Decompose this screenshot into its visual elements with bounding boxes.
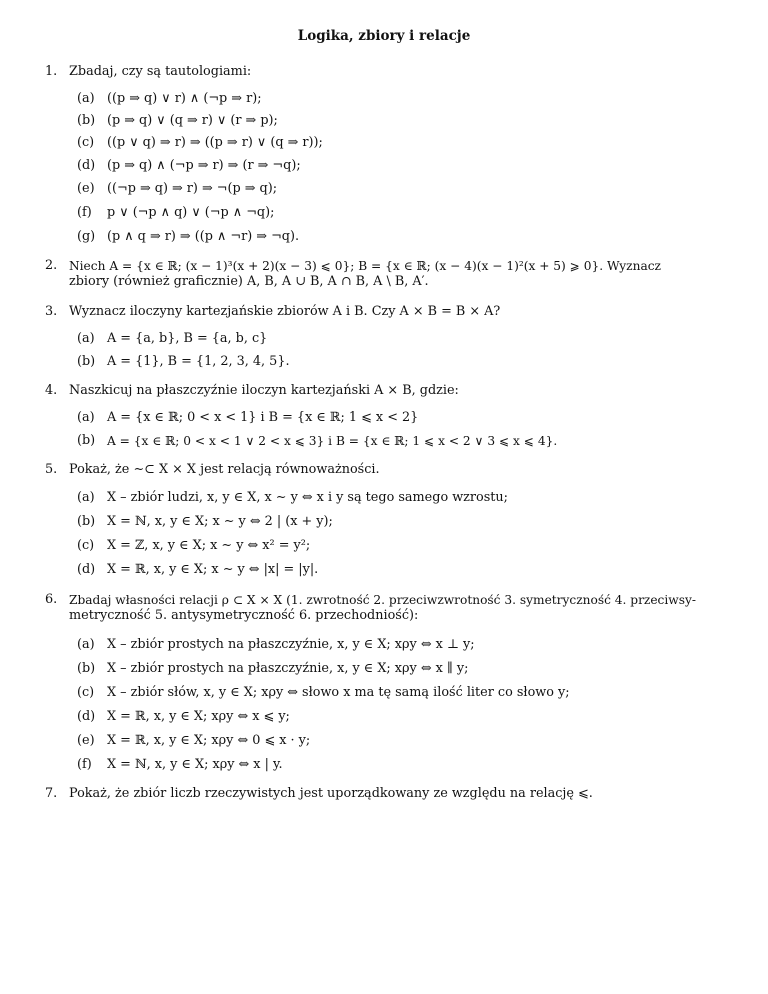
list-item [77,685,570,701]
item-label: (b) [77,113,96,128]
list-item [77,91,262,107]
problem-text-continued: zbiory (również graficznie) A, B, A ∪ B, A ∩ B, A \ B, A′. [69,274,429,289]
item-label: (a) [77,490,95,505]
item-text: X = ℝ, x, y ∈ X; x ∼ y ⇔ |x| = |y|. [107,562,319,577]
problem-text: Pokaż, że zbiór liczb rzeczywistych jest uporządkowany ze względu na relację ⩽. [69,786,593,801]
item-text: (p ∧ q ⇒ r) ⇒ ((p ∧ ¬r) ⇒ ¬q). [107,229,300,244]
problem-number: 2. [45,258,58,273]
problem-text: Pokaż, że ∼⊂ X × X jest relacją równoważności. [69,462,380,477]
item-text: p ∨ (¬p ∧ q) ∨ (¬p ∧ ¬q); [107,205,275,220]
problem-number: 7. [45,786,58,801]
problem-text: Naszkicuj na płaszczyźnie iloczyn kartezjański A × B, gdzie: [69,383,459,398]
problem-text: Zbadaj własności relacji ρ ⊂ X × X (1. zwrotność 2. przeciwzwrotność 3. symetryczność 4. przeciwsy- [69,593,696,607]
item-text: (p ⇒ q) ∨ (q ⇒ r) ∨ (r ⇒ p); [107,113,278,128]
item-label: (a) [77,410,95,425]
list-item [77,181,278,197]
list-item [77,661,469,677]
item-text: X – zbiór prostych na płaszczyźnie, x, y ∈ X; xρy ⇔ x ∥ y; [107,661,469,676]
list-item [77,354,290,370]
problem-7 [45,786,593,802]
item-label: (b) [77,354,96,369]
list-item [77,757,283,773]
item-label: (a) [77,331,95,346]
problem-2 [45,258,661,274]
item-label: (d) [77,709,96,724]
item-text: ((¬p ⇒ q) ⇒ r) ⇒ ¬(p ⇒ q); [107,181,278,196]
item-text: X = ℝ, x, y ∈ X; xρy ⇔ 0 ⩽ x · y; [107,733,311,748]
problem-number: 1. [45,64,58,79]
item-label: (a) [77,91,95,106]
problem-1 [45,64,252,80]
item-text: X = ℕ, x, y ∈ X; x ∼ y ⇔ 2 | (x + y); [107,514,333,529]
item-label: (f) [77,205,92,220]
item-text: X – zbiór prostych na płaszczyźnie, x, y ∈ X; xρy ⇔ x ⊥ y; [107,637,475,652]
item-text: A = {x ∈ ℝ; 0 < x < 1 ∨ 2 < x ⩽ 3} i B = {x ∈ ℝ; 1 ⩽ x < 2 ∨ 3 ⩽ x ⩽ 4}. [107,434,558,448]
item-text: A = {1}, B = {1, 2, 3, 4, 5}. [107,354,290,369]
item-label: (b) [77,433,96,448]
item-text: A = {x ∈ ℝ; 0 < x < 1} i B = {x ∈ ℝ; 1 ⩽ x < 2} [107,410,419,425]
list-item [77,410,419,426]
problem-text-continued: metryczność 5. antysymetryczność 6. przechodniość): [69,608,419,623]
list-item [77,562,319,578]
problem-text: Wyznacz iloczyny kartezjańskie zbiorów A i B. Czy A × B = B × A? [69,304,501,319]
list-item [77,490,508,506]
problem-4 [45,383,459,399]
item-label: (c) [77,685,95,700]
list-item [77,229,300,245]
item-label: (f) [77,757,92,772]
problem-text: Niech A = {x ∈ ℝ; (x − 1)³(x + 2)(x − 3) ⩽ 0}; B = {x ∈ ℝ; (x − 4)(x − 1)²(x + 5) ⩾ 0}. Wyznacz [69,259,661,273]
problem-number: 6. [45,592,58,607]
item-label: (g) [77,229,96,244]
item-label: (a) [77,637,95,652]
item-text: X – zbiór ludzi, x, y ∈ X, x ∼ y ⇔ x i y są tego samego wzrostu; [107,490,508,505]
item-label: (e) [77,181,95,196]
list-item [77,205,275,221]
problem-number: 4. [45,383,58,398]
problem-3 [45,304,501,320]
item-text: X = ℕ, x, y ∈ X; xρy ⇔ x | y. [107,757,283,772]
list-item [77,733,311,749]
item-label: (b) [77,661,96,676]
list-item [77,637,475,653]
item-text: (p ⇒ q) ∧ (¬p ⇒ r) ⇒ (r ⇒ ¬q); [107,158,301,173]
item-label: (c) [77,135,95,150]
page-title: Logika, zbiory i relacje [297,28,471,44]
item-label: (e) [77,733,95,748]
problem-number: 3. [45,304,58,319]
list-item [77,158,301,174]
item-text: A = {a, b}, B = {a, b, c} [107,331,268,346]
list-item [77,113,278,129]
item-text: X = ℤ, x, y ∈ X; x ∼ y ⇔ x² = y²; [107,538,311,553]
item-label: (d) [77,562,96,577]
problem-number: 5. [45,462,58,477]
list-item [77,538,311,554]
problem-6 [45,592,696,608]
item-text: X – zbiór słów, x, y ∈ X; xρy ⇔ słowo x ma tę samą ilość liter co słowo y; [107,685,570,700]
problem-5 [45,462,380,478]
problem-text: Zbadaj, czy są tautologiami: [69,64,252,79]
list-item [77,331,268,347]
item-text: ((p ∨ q) ⇒ r) ⇒ ((p ⇒ r) ∨ (q ⇒ r)); [107,135,323,150]
list-item [77,135,323,151]
item-label: (d) [77,158,96,173]
item-label: (b) [77,514,96,529]
item-label: (c) [77,538,95,553]
list-item [77,709,290,725]
list-item [77,514,333,530]
list-item [77,433,558,449]
item-text: X = ℝ, x, y ∈ X; xρy ⇔ x ⩽ y; [107,709,290,724]
item-text: ((p ⇒ q) ∨ r) ∧ (¬p ⇒ r); [107,91,262,106]
